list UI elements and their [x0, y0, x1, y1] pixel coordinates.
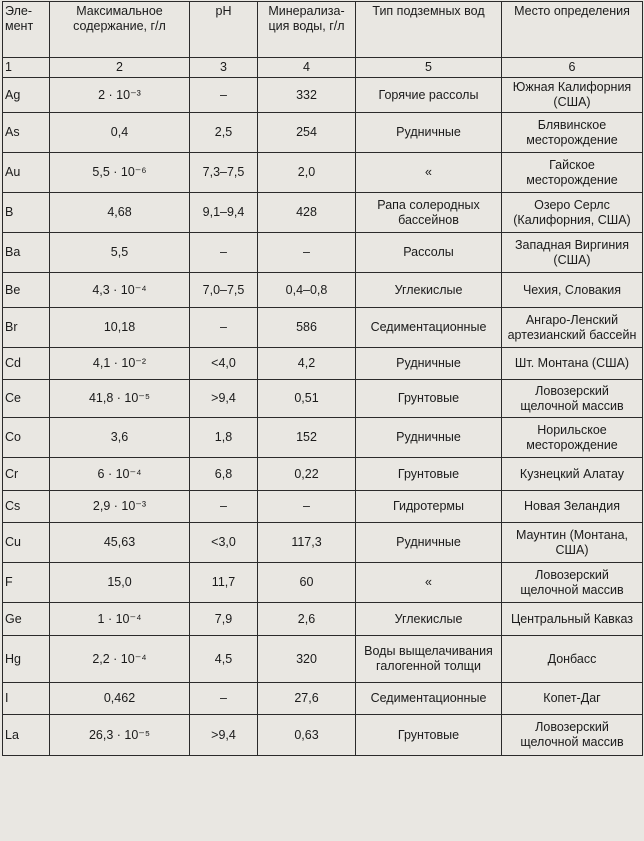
- mineralization-cell: –: [258, 491, 356, 523]
- ph-cell: 7,9: [190, 603, 258, 636]
- table-row: [3, 491, 643, 523]
- mineralization-cell: 60: [258, 563, 356, 603]
- element-cell: Be: [3, 273, 50, 308]
- column-header: [502, 2, 643, 58]
- column-number: 5: [356, 58, 502, 78]
- table-row: [3, 153, 643, 193]
- table-row: [3, 113, 643, 153]
- location-cell: Ангаро-Ленский артезианский бассейн: [502, 308, 643, 348]
- column-header: [50, 2, 190, 58]
- mineralization-cell: 428: [258, 193, 356, 233]
- location-cell: Копет-Даг: [502, 683, 643, 715]
- element-cell: Ag: [3, 78, 50, 113]
- ph-cell: –: [190, 78, 258, 113]
- max-content-cell: 0,462: [50, 683, 190, 715]
- element-cell: As: [3, 113, 50, 153]
- max-content-cell: 2 · 10⁻³: [50, 78, 190, 113]
- ph-cell: 1,8: [190, 418, 258, 458]
- header-row: [3, 2, 643, 58]
- element-cell: Co: [3, 418, 50, 458]
- mineralization-cell: 4,2: [258, 348, 356, 380]
- water-type-cell: Рапа солеродных бассейнов: [356, 193, 502, 233]
- mineralization-cell: 0,63: [258, 715, 356, 756]
- element-cell: Ce: [3, 380, 50, 418]
- element-cell: F: [3, 563, 50, 603]
- max-content-cell: 41,8 · 10⁻⁵: [50, 380, 190, 418]
- element-cell: Cd: [3, 348, 50, 380]
- mineralization-cell: 0,51: [258, 380, 356, 418]
- location-cell: Гайское месторождение: [502, 153, 643, 193]
- max-content-cell: 4,1 · 10⁻²: [50, 348, 190, 380]
- table-row: [3, 348, 643, 380]
- max-content-cell: 5,5 · 10⁻⁶: [50, 153, 190, 193]
- header-text: Максимальное содержание, г/л: [73, 4, 166, 33]
- max-content-cell: 2,9 · 10⁻³: [50, 491, 190, 523]
- max-content-cell: 6 · 10⁻⁴: [50, 458, 190, 491]
- location-cell: Блявинское месторождение: [502, 113, 643, 153]
- location-cell: Центральный Кавказ: [502, 603, 643, 636]
- column-header: [356, 2, 502, 58]
- max-content-cell: 10,18: [50, 308, 190, 348]
- header-text: Эле- мент: [5, 4, 34, 33]
- mineralization-cell: 152: [258, 418, 356, 458]
- ph-cell: 4,5: [190, 636, 258, 683]
- table-row: [3, 603, 643, 636]
- table-row: [3, 233, 643, 273]
- table-row: [3, 308, 643, 348]
- location-cell: Норильское месторождение: [502, 418, 643, 458]
- water-type-cell: Углекислые: [356, 273, 502, 308]
- max-content-cell: 0,4: [50, 113, 190, 153]
- water-type-cell: Грунтовые: [356, 458, 502, 491]
- water-type-cell: Горячие рассолы: [356, 78, 502, 113]
- data-table: [2, 1, 643, 756]
- location-cell: Ловозерский щелочной массив: [502, 563, 643, 603]
- max-content-cell: 4,68: [50, 193, 190, 233]
- table-row: [3, 683, 643, 715]
- table-row: [3, 418, 643, 458]
- water-type-cell: «: [356, 563, 502, 603]
- ph-cell: <3,0: [190, 523, 258, 563]
- element-cell: I: [3, 683, 50, 715]
- ph-cell: –: [190, 491, 258, 523]
- table-row: [3, 78, 643, 113]
- column-number: 4: [258, 58, 356, 78]
- ph-cell: –: [190, 683, 258, 715]
- table-row: [3, 273, 643, 308]
- header-text: pH: [215, 4, 232, 18]
- location-cell: Кузнецкий Алатау: [502, 458, 643, 491]
- ph-cell: 7,0–7,5: [190, 273, 258, 308]
- mineralization-cell: 332: [258, 78, 356, 113]
- ph-cell: 2,5: [190, 113, 258, 153]
- location-cell: Чехия, Словакия: [502, 273, 643, 308]
- header-text: Минерализа- ция воды, г/л: [268, 4, 345, 33]
- water-type-cell: Седиментационные: [356, 683, 502, 715]
- ph-cell: >9,4: [190, 380, 258, 418]
- ph-cell: 11,7: [190, 563, 258, 603]
- table-row: [3, 636, 643, 683]
- ph-cell: 9,1–9,4: [190, 193, 258, 233]
- water-type-cell: Воды выщелачивания галогенной толщи: [356, 636, 502, 683]
- water-type-cell: Рудничные: [356, 348, 502, 380]
- table-row: [3, 715, 643, 756]
- column-number-row: [3, 58, 643, 78]
- location-cell: Западная Виргиния (США): [502, 233, 643, 273]
- element-cell: Cr: [3, 458, 50, 491]
- max-content-cell: 1 · 10⁻⁴: [50, 603, 190, 636]
- ph-cell: <4,0: [190, 348, 258, 380]
- water-type-cell: Гидротермы: [356, 491, 502, 523]
- table-row: [3, 523, 643, 563]
- max-content-cell: 4,3 · 10⁻⁴: [50, 273, 190, 308]
- table-body: [3, 78, 643, 756]
- ph-cell: >9,4: [190, 715, 258, 756]
- mineralization-cell: 0,22: [258, 458, 356, 491]
- water-type-cell: Грунтовые: [356, 380, 502, 418]
- element-cell: Au: [3, 153, 50, 193]
- water-type-cell: Грунтовые: [356, 715, 502, 756]
- element-cell: Ge: [3, 603, 50, 636]
- column-header: [190, 2, 258, 58]
- water-type-cell: Рудничные: [356, 523, 502, 563]
- location-cell: Шт. Монтана (США): [502, 348, 643, 380]
- mineralization-cell: 0,4–0,8: [258, 273, 356, 308]
- mineralization-cell: 2,0: [258, 153, 356, 193]
- max-content-cell: 3,6: [50, 418, 190, 458]
- max-content-cell: 5,5: [50, 233, 190, 273]
- water-type-cell: Углекислые: [356, 603, 502, 636]
- location-cell: Маунтин (Монтана, США): [502, 523, 643, 563]
- table-row: [3, 193, 643, 233]
- location-cell: Донбасс: [502, 636, 643, 683]
- ph-cell: 7,3–7,5: [190, 153, 258, 193]
- column-header: [258, 2, 356, 58]
- element-cell: Cu: [3, 523, 50, 563]
- column-header: [3, 2, 50, 58]
- column-number: 1: [3, 58, 50, 78]
- mineralization-cell: 320: [258, 636, 356, 683]
- max-content-cell: 2,2 · 10⁻⁴: [50, 636, 190, 683]
- water-type-cell: Седиментационные: [356, 308, 502, 348]
- mineralization-cell: 586: [258, 308, 356, 348]
- element-cell: B: [3, 193, 50, 233]
- location-cell: Ловозерский щелочной массив: [502, 715, 643, 756]
- table-row: [3, 563, 643, 603]
- column-number: 3: [190, 58, 258, 78]
- max-content-cell: 26,3 · 10⁻⁵: [50, 715, 190, 756]
- column-number: 2: [50, 58, 190, 78]
- location-cell: Ловозерский щелочной массив: [502, 380, 643, 418]
- element-cell: La: [3, 715, 50, 756]
- water-type-cell: Рудничные: [356, 113, 502, 153]
- column-number: 6: [502, 58, 643, 78]
- ph-cell: –: [190, 308, 258, 348]
- max-content-cell: 45,63: [50, 523, 190, 563]
- water-type-cell: «: [356, 153, 502, 193]
- ph-cell: 6,8: [190, 458, 258, 491]
- element-cell: Hg: [3, 636, 50, 683]
- water-type-cell: Рассолы: [356, 233, 502, 273]
- location-cell: Озеро Серлс (Калифорния, США): [502, 193, 643, 233]
- table-row: [3, 380, 643, 418]
- element-cell: Br: [3, 308, 50, 348]
- location-cell: Новая Зеландия: [502, 491, 643, 523]
- mineralization-cell: 27,6: [258, 683, 356, 715]
- table-row: [3, 458, 643, 491]
- element-cell: Cs: [3, 491, 50, 523]
- mineralization-cell: 117,3: [258, 523, 356, 563]
- mineralization-cell: 2,6: [258, 603, 356, 636]
- mineralization-cell: 254: [258, 113, 356, 153]
- ph-cell: –: [190, 233, 258, 273]
- element-cell: Ba: [3, 233, 50, 273]
- mineralization-cell: –: [258, 233, 356, 273]
- water-type-cell: Рудничные: [356, 418, 502, 458]
- header-text: Место определения: [514, 4, 630, 18]
- header-text: Тип подземных вод: [372, 4, 485, 18]
- location-cell: Южная Калифорния (США): [502, 78, 643, 113]
- max-content-cell: 15,0: [50, 563, 190, 603]
